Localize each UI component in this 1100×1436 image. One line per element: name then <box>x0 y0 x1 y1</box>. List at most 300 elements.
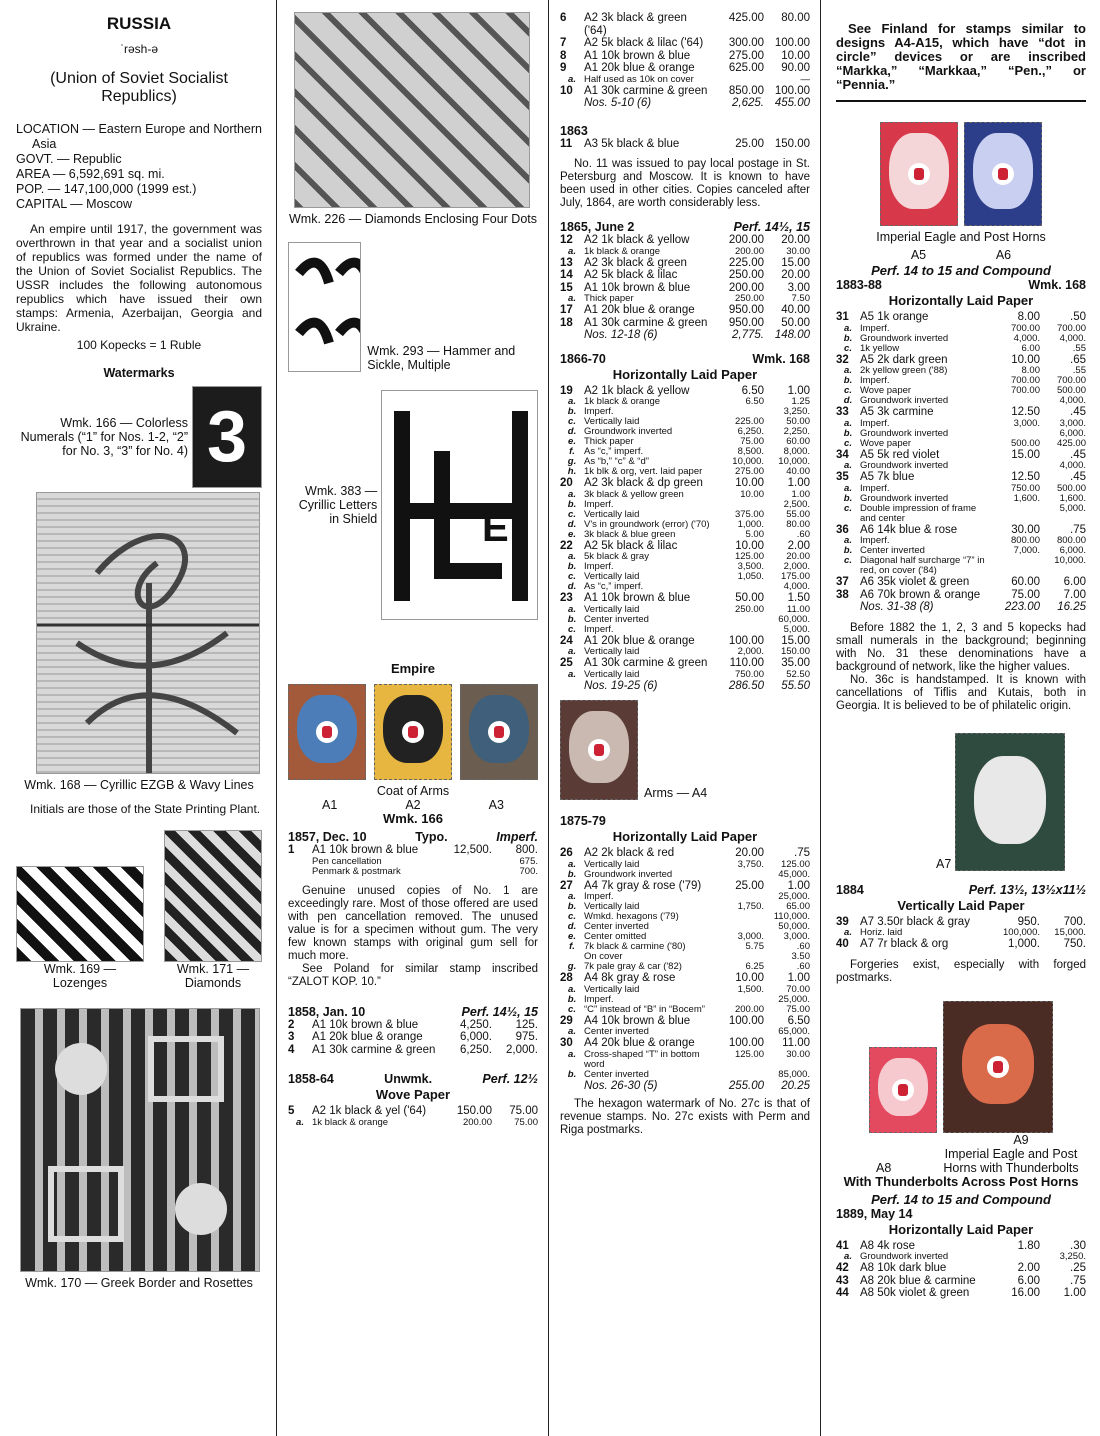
catalog-description: Nos. 26-30 (5) <box>584 1079 658 1092</box>
used-value: .45 <box>1070 406 1086 418</box>
catalog-description: A2 3k black & dp green <box>584 477 703 489</box>
catalog-description: Thick paper <box>584 293 634 304</box>
catalog-description: Penmark & postmark <box>312 865 401 877</box>
used-value: 975. <box>515 1031 538 1043</box>
wmk-166-caption: Wmk. 166 — Colorless Numerals (“1” for Nos. 1-2, “2” for No. 3, “3” for No. 4) <box>20 416 188 458</box>
catalog-description: A1 10k brown & blue <box>584 49 691 62</box>
unused-value: 375.00 <box>734 508 764 520</box>
catalog-description: Imperf. <box>584 623 614 635</box>
note-1863: No. 11 was issued to pay local postage in St. Petersburg and Moscow. It is known to have been used in other cities. Copies canceled after July, 1864, are worth considerably less. <box>560 158 810 209</box>
catalog-row <box>560 138 810 151</box>
catalog-number: c. <box>844 502 852 514</box>
catalog-variety-row <box>560 1070 810 1080</box>
catalog-row <box>836 938 1086 951</box>
catalog-number: b. <box>843 332 853 344</box>
used-value: 15.00 <box>781 256 810 269</box>
used-value: 75.00 <box>786 1003 810 1015</box>
unused-value <box>710 500 764 510</box>
used-value: 1.00 <box>787 879 810 892</box>
stamp-a5 <box>880 122 958 226</box>
catalog-variety-row <box>288 1118 538 1128</box>
used-value: 50.00 <box>786 416 810 427</box>
catalog-row <box>288 1031 538 1044</box>
catalog-number <box>560 1080 584 1093</box>
catalog-variety-row <box>560 995 810 1005</box>
unused-value: 10,000. <box>732 456 764 467</box>
used-value: 40.00 <box>786 466 810 477</box>
catalog-variety-row <box>560 615 810 625</box>
unused-value: 6.00 <box>1021 342 1040 354</box>
catalog-number: a. <box>568 858 576 870</box>
unused-value: 500.00 <box>1010 437 1040 449</box>
catalog-description: Center inverted <box>584 613 649 625</box>
catalog-number: 35 <box>836 471 849 483</box>
catalog-description: Vertically laid <box>584 571 640 582</box>
used-value: 2,000. <box>783 561 810 572</box>
catalog-description: 1k black & orange <box>584 396 661 407</box>
unused-value: 6.50 <box>741 384 764 397</box>
catalog-number: 1 <box>288 844 295 856</box>
catalog-number: f. <box>569 941 575 952</box>
used-value: 60.00 <box>786 436 810 447</box>
catalog-number: a. <box>568 488 576 500</box>
wove-paper-heading: Wove Paper <box>375 1087 451 1102</box>
catalog-number: d. <box>567 581 577 592</box>
wmk-293-caption: Wmk. 293 — Hammer and Sickle, Multiple <box>367 344 516 372</box>
catalog-number: 42 <box>836 1262 849 1274</box>
catalog-description: A1 10k brown & blue <box>584 592 691 604</box>
unused-value: 225.00 <box>734 416 764 427</box>
catalog-row <box>288 1044 538 1057</box>
catalog-number: b. <box>567 1068 577 1080</box>
used-value: 20.00 <box>781 269 810 281</box>
catalog-number: 41 <box>836 1239 849 1252</box>
wmk-168-caption: Wmk. 168 — Cyrillic EZGB & Wavy Lines <box>24 778 254 792</box>
set-1875-table <box>560 847 810 1092</box>
wmk-166-image <box>192 386 262 488</box>
used-value: .60 <box>796 528 810 540</box>
unused-value: 2.00 <box>1017 1262 1040 1274</box>
catalog-description: Groundwork inverted <box>860 492 949 504</box>
used-value: 150.00 <box>774 137 810 150</box>
wmk-169-caption: Wmk. 169 — Lozenges <box>43 962 117 990</box>
catalog-description: Wove paper <box>860 437 912 449</box>
unused-value: 250.00 <box>734 603 764 615</box>
catalog-variety-row <box>560 75 810 85</box>
used-value: — <box>800 73 810 85</box>
catalog-row <box>836 1287 1086 1300</box>
catalog-description: A1 10k brown & blue <box>312 1018 419 1031</box>
catalog-description: Groundwork inverted <box>584 426 673 437</box>
catalog-number: 9 <box>560 62 567 74</box>
catalog-total-row <box>560 329 810 342</box>
catalog-number: a. <box>568 668 576 680</box>
wmk-226-image <box>294 12 530 208</box>
unused-value: 25.00 <box>735 879 764 892</box>
catalog-variety-row <box>560 1050 810 1070</box>
unused-value: 1.80 <box>1017 1239 1040 1252</box>
unused-value: 4,250. <box>460 1018 492 1031</box>
catalog-variety-row <box>560 962 810 972</box>
catalog-description: As “c,” imperf. <box>584 581 644 592</box>
used-value: 700. <box>1063 915 1086 928</box>
used-value: 1,600. <box>1059 492 1086 504</box>
catalog-description: A6 35k violet & green <box>860 576 970 588</box>
used-value: 2,500. <box>783 498 810 510</box>
unused-value <box>438 857 492 867</box>
unused-value: 1,500. <box>737 983 764 995</box>
unused-value <box>710 75 764 85</box>
used-value: .75 <box>794 847 810 859</box>
catalog-description: A1 20k blue & orange <box>312 1031 423 1043</box>
catalog-number: a. <box>844 417 852 429</box>
catalog-description: A2 3k black & green <box>584 256 687 269</box>
note-1857-poland: See Poland for similar stamp inscribed “ZALOT KOP. 10.” <box>288 962 538 988</box>
set-1863-table <box>560 138 810 151</box>
used-value: 5,000. <box>1059 502 1086 514</box>
catalog-variety-row <box>560 860 810 870</box>
unused-value: 12.50 <box>1011 406 1040 418</box>
catalog-description: Imperf. <box>584 561 614 572</box>
used-value: 750. <box>1063 938 1086 950</box>
column-4 <box>824 0 1100 1436</box>
catalog-description: Imperf. <box>584 891 614 902</box>
used-value: .30 <box>1070 1239 1086 1252</box>
used-value: .75 <box>1070 523 1086 536</box>
wmk-170-caption: Wmk. 170 — Greek Border and Rosettes <box>25 1276 253 1290</box>
used-value: 2,250. <box>783 426 810 437</box>
used-value: 45,000. <box>778 868 810 880</box>
unused-value: 150.00 <box>456 1105 492 1117</box>
empire-heading: Empire <box>390 661 436 676</box>
catalog-row <box>836 471 1086 484</box>
unused-value: 2,625. <box>732 97 764 109</box>
catalog-number: c. <box>568 571 576 582</box>
catalog-number: 8 <box>560 49 567 62</box>
used-value: 6.00 <box>1063 576 1086 588</box>
catalog-number: 13 <box>560 256 573 269</box>
catalog-description: A7 7r black & org <box>860 938 949 950</box>
stamp-a4 <box>560 700 638 800</box>
note-1883: Before 1882 the 1, 2, 3 and 5 kopecks had small numerals in the background; beginning with No. 31 these denominations have a background of network, like the higher values. <box>836 621 1086 673</box>
used-value: 1.00 <box>787 384 810 397</box>
catalog-description: Vertically laid <box>584 858 640 870</box>
catalog-number: 28 <box>560 972 573 984</box>
catalog-variety-row <box>288 857 538 867</box>
catalog-number: 34 <box>836 448 849 461</box>
catalog-description: Nos. 19-25 (6) <box>584 679 658 692</box>
unused-value: 625.00 <box>728 62 764 74</box>
catalog-number: a. <box>568 245 576 257</box>
set-1865-table <box>560 234 810 342</box>
set-1884-header: 1884 Perf. 13½, 13½x11½ <box>836 882 1086 897</box>
wmk-170-image <box>20 1008 260 1272</box>
catalog-description: Horiz. laid <box>860 927 903 938</box>
used-value: 1.00 <box>1063 1287 1086 1299</box>
catalog-row <box>560 12 810 37</box>
catalog-variety-row <box>836 494 1086 504</box>
perf-heading-1: Perf. 14 to 15 and Compound <box>871 263 1051 278</box>
used-value: 90.00 <box>781 62 810 74</box>
unused-value <box>710 870 764 880</box>
catalog-description: Wove paper <box>860 385 912 396</box>
unused-value <box>986 396 1040 406</box>
catalog-variety-row <box>560 530 810 540</box>
perf-heading-2: Perf. 14 to 15 and Compound <box>871 1191 1051 1207</box>
catalog-row <box>560 50 810 63</box>
arms-a4-caption: Arms — A4 <box>644 786 708 800</box>
catalog-description: Groundwork inverted <box>860 1251 949 1262</box>
catalog-number: b. <box>567 406 577 417</box>
used-value: 425.00 <box>1056 437 1086 449</box>
catalog-description: A8 10k dark blue <box>860 1262 947 1274</box>
catalog-row <box>560 657 810 670</box>
used-value: 2,000. <box>506 1043 538 1056</box>
catalog-number: d. <box>567 426 577 437</box>
catalog-description: Imperf. <box>860 535 890 546</box>
intro-text: An empire until 1917, the government was overthrown in that year and a socialist union of republics was formed under the name of the Union of Soviet Socialist Republics. The USSR includes the following autonomous republics which have issued their own stamps: Armenia, Azerbaijan, Georgia and Ukraine. <box>16 222 262 334</box>
catalog-description: 5k black & gray <box>584 551 649 562</box>
catalog-description: A7 3.50r black & gray <box>860 915 970 928</box>
catalog-description: Imperf. <box>860 482 890 494</box>
used-value: 55.00 <box>786 508 810 520</box>
used-value: 10,000. <box>778 456 810 467</box>
catalog-description: Diagonal half surcharge “7” in red, on cover ('84) <box>860 555 985 576</box>
design-labels: A1 A2 A3 <box>322 798 504 812</box>
catalog-number: c. <box>844 437 852 449</box>
catalog-description: Nos. 5-10 (6) <box>584 97 652 109</box>
catalog-description: A3 5k black & blue <box>584 137 680 150</box>
catalog-description: A5 5k red violet <box>860 448 940 461</box>
catalog-description: Cross-shaped “T” in bottom word <box>584 1048 700 1070</box>
set-1889-table <box>836 1240 1086 1300</box>
set-1858-64-table <box>288 1105 538 1128</box>
catalog-number: 27 <box>560 879 573 892</box>
used-value: 65,000. <box>778 1026 810 1037</box>
unused-value: 950. <box>1017 915 1040 928</box>
catalog-description: Nos. 12-18 (6) <box>584 329 658 341</box>
catalog-number: 5 <box>288 1105 295 1117</box>
unused-value: 125.00 <box>734 551 764 562</box>
imperial-eagle-thunderbolts-caption: Imperial Eagle and Post Horns with Thunderbolts <box>943 1146 1079 1175</box>
stamp-a1 <box>288 684 366 780</box>
catalog-number: f. <box>569 446 575 457</box>
catalog-description: A1 30k carmine & green <box>584 657 708 669</box>
catalog-description: Vertically laid <box>584 646 640 657</box>
catalog-row <box>560 269 810 282</box>
catalog-number: a. <box>568 983 576 995</box>
catalog-description: V's in groundwork (error) ('70) <box>584 518 710 530</box>
catalog-description: Center inverted <box>584 1026 649 1037</box>
catalog-description: A1 10k brown & blue <box>584 281 691 294</box>
used-value: 70.00 <box>786 983 810 995</box>
catalog-number <box>560 329 584 342</box>
wmk-166-numeral: 3 <box>206 397 248 477</box>
used-value: 4,000. <box>1059 460 1086 471</box>
catalog-description: A1 20k blue & orange <box>584 634 695 647</box>
catalog-variety-row <box>836 334 1086 344</box>
set-1857-header: 1857, Dec. 10 Typo. Imperf. <box>288 830 538 844</box>
used-value: 800. <box>515 844 538 856</box>
catalog-number: 30 <box>560 1037 573 1049</box>
wmk-168-drawing <box>37 493 260 774</box>
catalog-number: a. <box>568 646 576 657</box>
catalog-description: A1 30k carmine & green <box>584 316 708 329</box>
wmk-383-image <box>381 390 538 620</box>
unused-value: 4,000. <box>1013 332 1040 344</box>
catalog-description: Groundwork inverted <box>584 868 673 880</box>
used-value: .25 <box>1070 1262 1086 1274</box>
country-title: RUSSIA <box>106 14 172 33</box>
catalog-number: a. <box>844 927 852 938</box>
unused-value: 100.00 <box>728 1037 764 1049</box>
used-value: 15,000. <box>1054 927 1086 938</box>
country-subtitle: (Union of Soviet Socialist Republics) <box>50 70 228 105</box>
catalog-variety-row <box>836 419 1086 429</box>
catalog-variety-row <box>836 504 1086 524</box>
catalog-description: 7k black & carmine ('80) <box>584 941 686 952</box>
unused-value <box>710 582 764 592</box>
used-value: 455.00 <box>774 97 810 109</box>
catalog-number: e. <box>568 436 576 447</box>
unused-value: 12.50 <box>1011 471 1040 483</box>
used-value: 16.25 <box>1057 601 1086 613</box>
unused-value: 6,250. <box>737 426 764 437</box>
laid-paper-heading-1875: Horizontally Laid Paper <box>612 829 758 844</box>
unused-value: 6,250. <box>460 1043 492 1056</box>
catalog-variety-row <box>560 647 810 657</box>
catalog-number <box>560 680 584 693</box>
catalog-number: 43 <box>836 1274 849 1287</box>
catalog-description: A2 1k black & yel ('64) <box>312 1105 427 1117</box>
unused-value: 1,600. <box>1013 492 1040 504</box>
unused-value: 950.00 <box>728 304 764 316</box>
unused-value: 30.00 <box>1011 523 1040 536</box>
used-value: 150.00 <box>780 646 810 657</box>
catalog-number: a. <box>844 365 852 376</box>
a7-label: A7 <box>936 856 952 871</box>
catalog-variety-row <box>560 625 810 635</box>
catalog-description: 3k black & blue green <box>584 528 676 540</box>
catalog-row <box>560 847 810 860</box>
catalog-total-row <box>560 97 810 110</box>
used-value: 500.00 <box>1056 482 1086 494</box>
used-value: 10.00 <box>781 49 810 62</box>
catalog-description: Center omitted <box>584 931 647 942</box>
used-value: 700. <box>519 865 538 877</box>
stamp-a7 <box>955 733 1065 871</box>
catalog-variety-row <box>560 1005 810 1015</box>
used-value: 7.00 <box>1063 588 1086 601</box>
catalog-variety-row <box>560 985 810 995</box>
set-1865-header: 1865, June 2 Perf. 14½, 15 <box>560 220 810 234</box>
catalog-description: 2k yellow green ('88) <box>860 365 948 376</box>
catalog-description: A2 5k black & lilac <box>584 539 678 552</box>
unused-value: 950.00 <box>728 316 764 329</box>
wmk-166-heading: Wmk. 166 <box>383 811 443 826</box>
catalog-row <box>288 844 538 857</box>
catalog-number: a. <box>844 535 852 546</box>
catalog-number: 23 <box>560 592 573 604</box>
used-value: 3,000. <box>783 931 810 942</box>
catalog-description: As “c,” imperf. <box>584 446 644 457</box>
catalog-variety-row <box>836 324 1086 334</box>
used-value: 10,000. <box>1054 555 1086 566</box>
catalog-description: Vertically laid <box>584 668 640 680</box>
catalog-description: “C” instead of “B” in “Bocem” <box>584 1003 705 1015</box>
catalog-description: A4 7k gray & rose ('79) <box>584 879 702 892</box>
unused-value: 425.00 <box>728 12 764 24</box>
catalog-number: d. <box>567 518 577 530</box>
column-1 <box>0 0 274 1436</box>
catalog-number: a. <box>844 1251 852 1262</box>
set-1875-header: 1875-79 <box>560 814 606 828</box>
unused-value: 7,000. <box>1013 545 1040 556</box>
unused-value: 700.00 <box>1010 375 1040 386</box>
used-value: 1.25 <box>791 396 810 407</box>
catalog-number: 31 <box>836 311 849 323</box>
wmk-168-image <box>36 492 260 774</box>
stamp-a3 <box>460 684 538 780</box>
wmk-293-drawing <box>289 243 361 372</box>
catalog-row <box>288 1019 538 1032</box>
catalog-description: Thick paper <box>584 436 634 447</box>
wmk-170-drawing <box>21 1009 260 1272</box>
catalog-number: g. <box>567 961 577 972</box>
catalog-number: a. <box>568 551 576 562</box>
unused-value: 2,000. <box>737 646 764 657</box>
catalog-description: A1 20k blue & orange <box>584 62 695 74</box>
catalog-description: Vertically laid <box>584 901 640 912</box>
catalog-number: 12 <box>560 234 573 246</box>
unused-value: 6,000. <box>460 1031 492 1043</box>
used-value: 500.00 <box>1056 385 1086 396</box>
catalog-variety-row <box>836 344 1086 354</box>
used-value: 80.00 <box>786 518 810 530</box>
unused-value: 200.00 <box>728 234 764 246</box>
catalog-number: 3 <box>288 1031 295 1043</box>
unused-value: 60.00 <box>1011 576 1040 588</box>
catalog-number: c. <box>844 555 852 566</box>
used-value: .45 <box>1070 448 1086 461</box>
catalog-row <box>560 592 810 605</box>
unused-value: 5.75 <box>745 941 764 952</box>
catalog-number: 14 <box>560 269 573 281</box>
unused-value: 223.00 <box>1004 601 1040 613</box>
used-value: 3,250. <box>783 406 810 417</box>
used-value: 7.50 <box>791 293 810 304</box>
unused-value: 1,000. <box>1008 938 1040 950</box>
catalog-number: 38 <box>836 588 849 601</box>
unused-value: 100.00 <box>728 1014 764 1027</box>
unused-value: 10.00 <box>735 972 764 984</box>
used-value: 125.00 <box>780 858 810 870</box>
unused-value <box>986 556 1040 576</box>
catalog-description: Center inverted <box>584 921 649 932</box>
catalog-number: b. <box>567 868 577 880</box>
wmk-383-drawing <box>382 391 538 620</box>
unused-value: 200.00 <box>734 1003 764 1015</box>
catalog-number: 25 <box>560 657 573 669</box>
used-value: 700.00 <box>1056 375 1086 386</box>
unused-value: 16.00 <box>1011 1287 1040 1299</box>
catalog-row <box>560 62 810 75</box>
unused-value <box>986 461 1040 471</box>
catalog-description: A2 5k black & lilac ('64) <box>584 37 704 49</box>
note-1857: Genuine unused copies of No. 1 are exceedingly rare. Most of those offered are used with pen cancellation removed. The unused value is for a specimen without gum. The very few known stamps with original gum sell for much more. <box>288 884 538 962</box>
thunderbolts-heading: With Thunderbolts Across Post Horns <box>843 1173 1079 1189</box>
catalog-number: a. <box>296 1116 304 1128</box>
